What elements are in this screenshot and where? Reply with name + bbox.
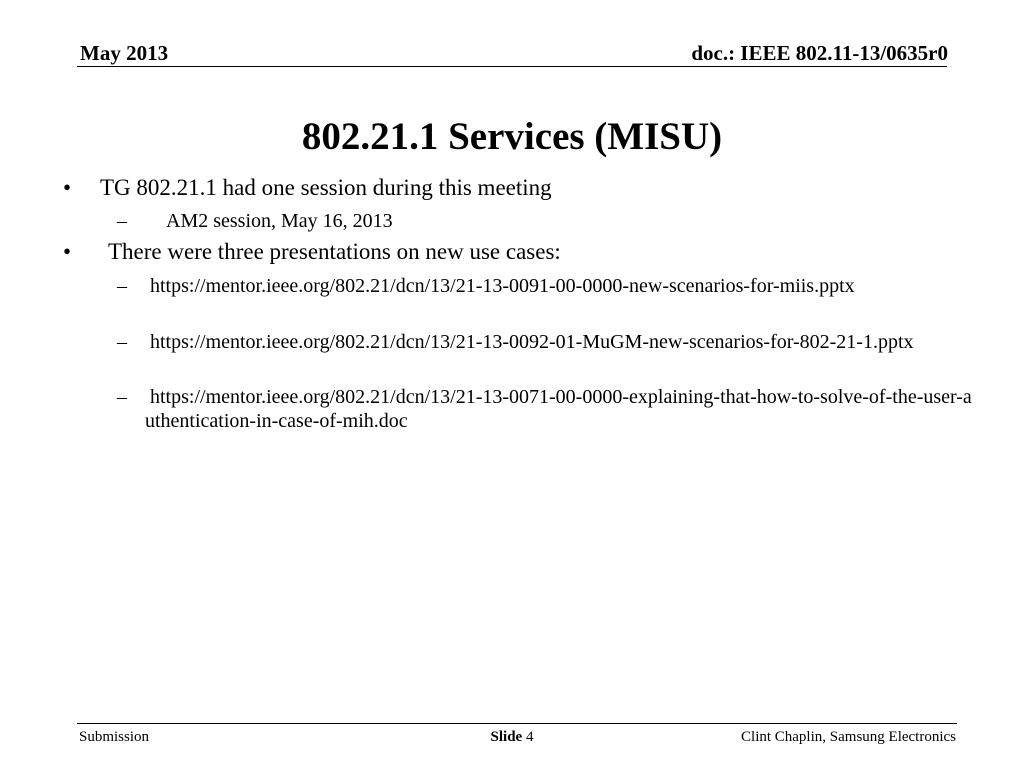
bullet-marker: • xyxy=(63,239,72,264)
bullet-text: There were three presentations on new use cases: xyxy=(108,239,561,264)
bullet-marker: • xyxy=(63,175,72,200)
footer-author: Clint Chaplin, Samsung Electronics xyxy=(741,729,956,745)
sub-bullet-marker: – xyxy=(117,275,127,297)
sub-bullet-marker: – xyxy=(117,331,127,353)
footer-submission: Submission xyxy=(79,729,150,745)
sub-bullet-marker: – xyxy=(117,386,127,408)
sub-bullet-link-text: https://mentor.ieee.org/802.21/dcn/13/21-13-0092-01-MuGM-new-scenarios-for-802-21-1.pptx xyxy=(150,331,914,353)
sub-bullet-link-text: https://mentor.ieee.org/802.21/dcn/13/21-13-0071-00-0000-explaining-that-how-to-solve-of-the-user-authentication-in-case-of-mih.doc xyxy=(145,386,972,432)
footer-slide-num: 4 xyxy=(525,729,534,745)
footer-divider xyxy=(77,723,957,724)
sub-bullet-text: AM2 session, May 16, 2013 xyxy=(166,210,393,232)
header-date: May 2013 xyxy=(80,41,169,65)
slide-title: 802.21.1 Services (MISU) xyxy=(301,115,723,158)
sub-bullet-link-text: https://mentor.ieee.org/802.21/dcn/13/21-13-0091-00-0000-new-scenarios-for-miis.pptx xyxy=(150,275,855,297)
sub-bullet-marker: – xyxy=(117,210,127,232)
footer-slide-label: Slide xyxy=(490,729,523,745)
header-doc-id: doc.: IEEE 802.11-13/0635r0 xyxy=(691,41,948,65)
bullet-text: TG 802.21.1 had one session during this meeting xyxy=(100,175,552,200)
